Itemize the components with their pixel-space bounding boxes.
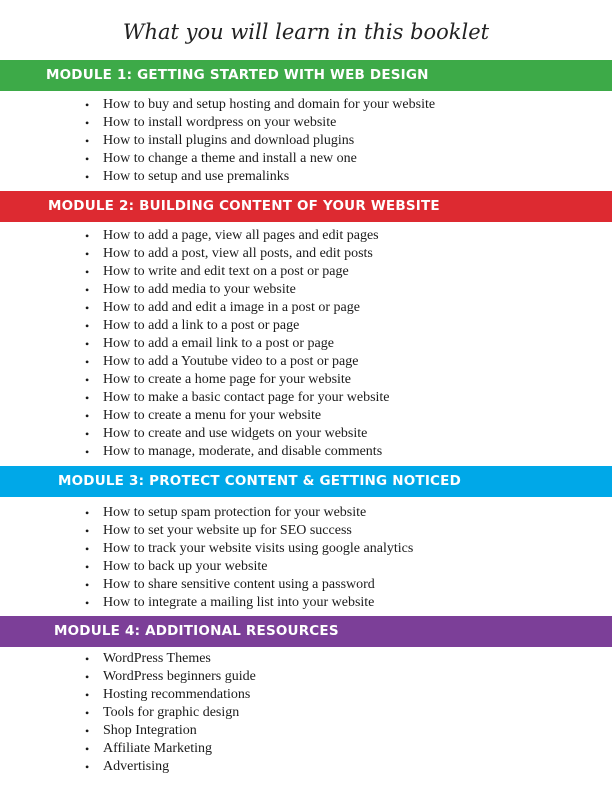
list-item: • How to add and edit a image in a post or page (0, 299, 390, 317)
list-item: • How to change a theme and install a new one (0, 150, 435, 168)
module-1-heading: MODULE 1: GETTING STARTED WITH WEB DESIGN (46, 67, 429, 83)
list-item: • How to setup and use premalinks (0, 168, 435, 186)
list-item: • How to add a post, view all posts, and edit posts (0, 245, 390, 263)
list-item: • How to add a email link to a post or page (0, 335, 390, 353)
list-item: • How to create a menu for your website (0, 407, 390, 425)
module-4-heading: MODULE 4: ADDITIONAL RESOURCES (54, 623, 339, 639)
list-item: • How to set your website up for SEO success (0, 522, 413, 540)
list-item: • How to write and edit text on a post or page (0, 263, 390, 281)
list-item: • Tools for graphic design (0, 704, 256, 722)
module-2-heading: MODULE 2: BUILDING CONTENT OF YOUR WEBSITE (48, 198, 440, 214)
list-item: • How to make a basic contact page for your website (0, 389, 390, 407)
list-item: • Advertising (0, 758, 256, 776)
module-3-list (0, 504, 413, 612)
list-item: • How to add a Youtube video to a post or page (0, 353, 390, 371)
module-1-list (0, 96, 435, 186)
list-item: • How to track your website visits using google analytics (0, 540, 413, 558)
list-item: • How to setup spam protection for your website (0, 504, 413, 522)
list-item: • How to share sensitive content using a password (0, 576, 413, 594)
list-item: • WordPress beginners guide (0, 668, 256, 686)
list-item: • How to create and use widgets on your website (0, 425, 390, 443)
page-title: What you will learn in this booklet (122, 20, 490, 44)
module-4-list (0, 650, 256, 776)
list-item: • Affiliate Marketing (0, 740, 256, 758)
list-item: • How to integrate a mailing list into your website (0, 594, 413, 612)
list-item: • How to manage, moderate, and disable comments (0, 443, 390, 461)
list-item: • How to create a home page for your website (0, 371, 390, 389)
list-item: • Hosting recommendations (0, 686, 256, 704)
module-1-header (0, 60, 612, 91)
list-item: • WordPress Themes (0, 650, 256, 668)
module-4-header (0, 616, 612, 647)
list-item: • How to add media to your website (0, 281, 390, 299)
module-3-heading: MODULE 3: PROTECT CONTENT & GETTING NOTICED (58, 473, 461, 489)
list-item: • How to install plugins and download plugins (0, 132, 435, 150)
list-item: • How to add a link to a post or page (0, 317, 390, 335)
module-2-list (0, 227, 390, 461)
list-item: • How to install wordpress on your website (0, 114, 435, 132)
list-item: • How to back up your website (0, 558, 413, 576)
list-item: • Shop Integration (0, 722, 256, 740)
module-2-header (0, 191, 612, 222)
list-item: • How to buy and setup hosting and domain for your website (0, 96, 435, 114)
list-item: • How to add a page, view all pages and edit pages (0, 227, 390, 245)
module-3-header (0, 466, 612, 497)
